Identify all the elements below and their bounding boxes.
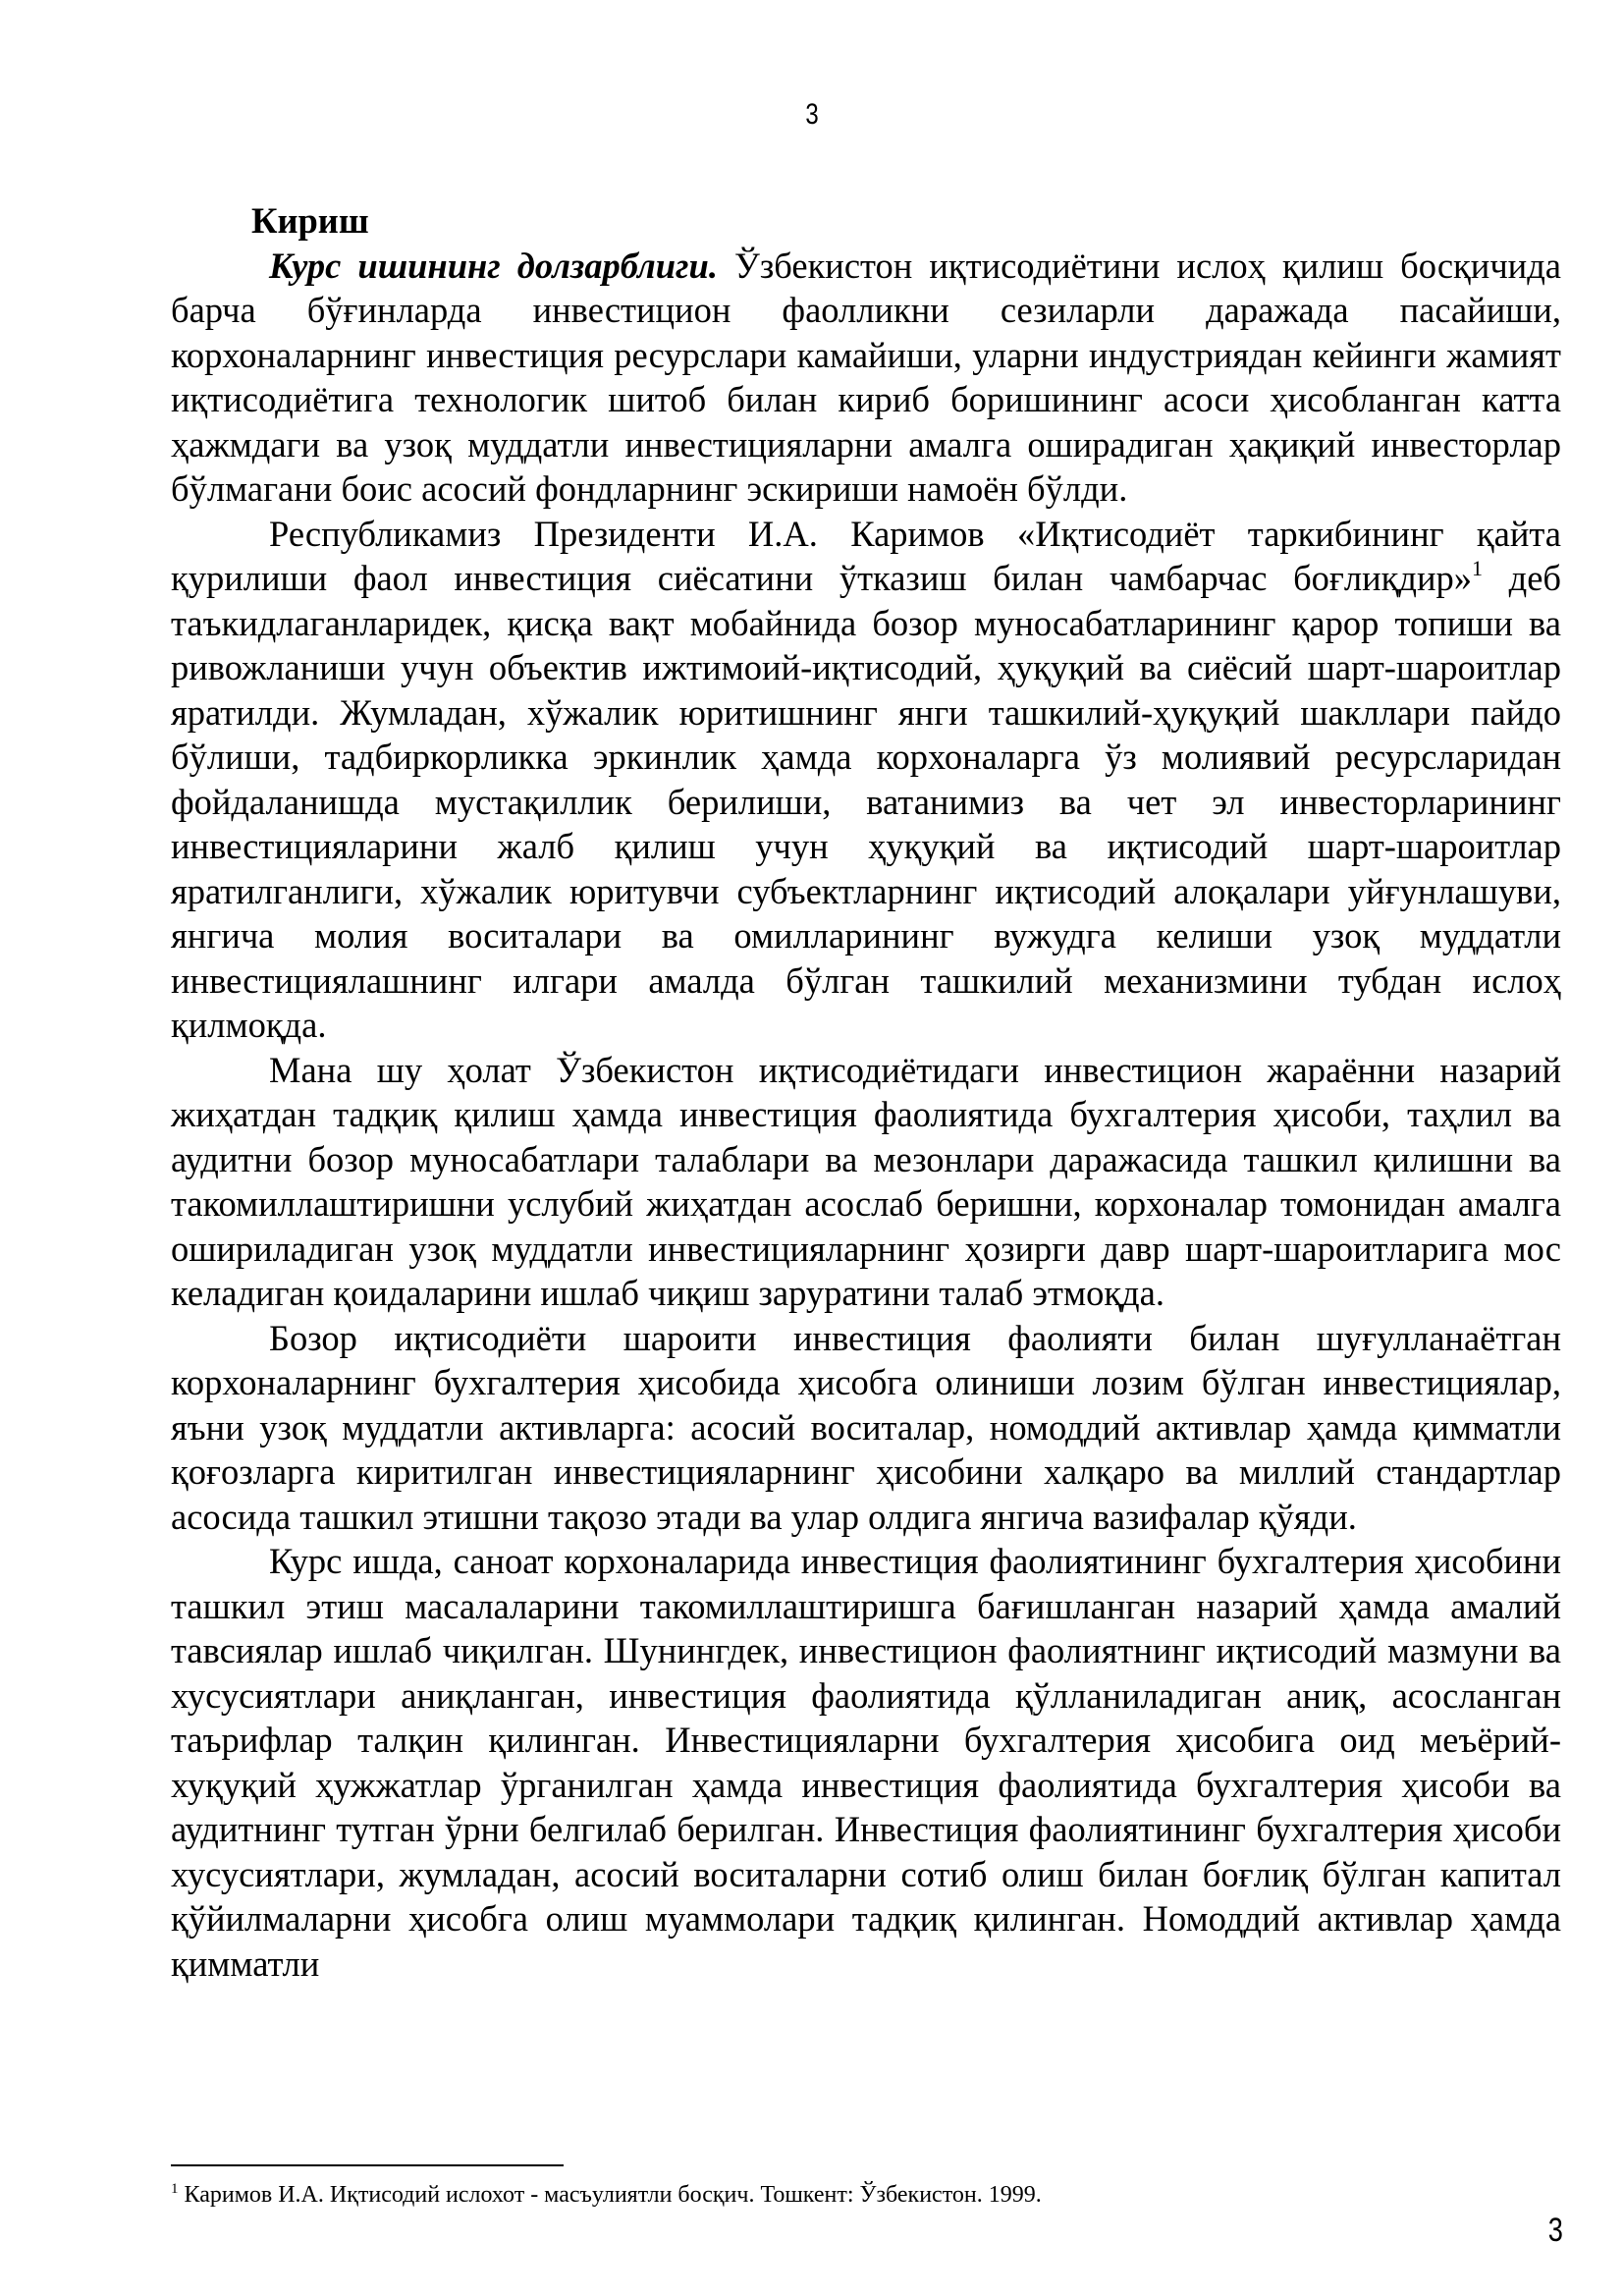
paragraph-course-work: Курс ишда, саноат корхоналарида инвестиция фаолиятининг бухгалтерия ҳисобини ташкил этиш масалаларини такомиллаштиришга бағишланган назарий ҳамда амалий тавсиялар ишлаб чиқилган. Шунингдек, инвестицион фаолиятнинг иқтисодий мазмуни ва хусусиятлари аниқланган, инвестиция фаолиятида қўлланиладиган аниқ, асосланган таърифлар талқин қилинган. Инвестицияларни бухгалтерия ҳисобига оид меъёрий-хуқуқий ҳужжатлар ўрганилган ҳамда инвестиция фаолиятида бухгалтерия ҳисоби ва аудитнинг тутган ўрни белгилаб берилган. Инвестиция фаолиятининг бухгалтерия ҳисоби хусусиятлари, жумладан, асосий воситаларни сотиб олиш билан боғлиқ бўлган капитал қўйилмаларни ҳисобга олиш муаммолари тадқиқ қилинган. Номоддий активлар ҳамда қимматли (171, 1541, 1561, 1984)
section-heading: Кириш (251, 200, 369, 241)
paragraph-text: деб таъкидлаганларидек, қисқа вақт мобайнида бозор муносабатларининг қарор топиши ва ривожланиши учун объектив ижтимоий-иқтисодий, ҳуқуқий ва сиёсий шарт-шароитлар яратилди. Жумладан, хўжалик юритишнинг янги ташкилий-ҳуқуқий шакллари пайдо бўлиши, тадбиркорликка эркинлик ҳамда корхоналарга ўз молиявий ресурсларидан фойдаланишда мустақиллик берилиши, ватанимиз ва чет эл инвесторларининг инвестицияларини жалб қилиш учун ҳуқуқий ва иқтисодий шарт-шароитлар яратилганлиги, хўжалик юритувчи субъектларнинг иқтисодий алоқалари уйғунлашуви, янгича молия воситалари ва омилларининг вужудга келиши узоқ муддатли инвестициялашнинг илгари амалда бўлган ташкилий механизмини тубдан ислоҳ қилмоқда. (171, 558, 1562, 1045)
footnote-text: Каримов И.А. Иқтисодий ислохот - масъулиятли босқич. Тошкент: Ўзбекистон. 1999. (178, 2182, 1042, 2208)
footnote-marker: 1 (171, 2181, 179, 2197)
paragraph-relevance (171, 244, 1561, 512)
paragraph-president-quote (171, 512, 1561, 1048)
page-number-top: 3 (805, 98, 819, 131)
paragraph-situation: Мана шу ҳолат Ўзбекистон иқтисодиётидаги инвестицион жараённи назарий жиҳатдан тадқиқ қилиш ҳамда инвестиция фаолиятида бухгалтерия ҳисоби, таҳлил ва аудитни бозор муносабатлари талаблари ва мезонлари даражасида ташкил қилишни ва такомиллаштиришни услубий жиҳатдан асослаб беришни, корхоналар томонидан амалга ошириладиган узоқ муддатли инвестицияларнинг ҳозирги давр шарт-шароитларига мос келадиган қоидаларини ишлаб чиқиш заруратини талаб этмоқда. (171, 1049, 1561, 1313)
footnote (171, 2180, 1545, 2210)
footnote-reference: 1 (1471, 556, 1483, 580)
paragraph-text: Ўзбекистон иқтисодиётини ислоҳ қилиш босқичида барча бўғинларда инвестицион фаолликни сезиларли даражада пасайиши, корхоналарнинг инвестиция ресурслари камайиши, уларни индустриядан кейинги жамият иқтисодиётига технологик шитоб билан кириб боришининг асоси ҳисобланган катта ҳажмдаги ва узоқ муддатли инвестицияларни амалга оширадиган ҳақиқий инвесторлар бўлмагани боис асосий фондларнинг эскириши намоён бўлди. (171, 245, 1561, 509)
page-number-bottom: 3 (1547, 2212, 1563, 2249)
footnote-divider (171, 2164, 564, 2166)
paragraph-text: Республикамиз Президенти И.А. Каримов «Иқтисодиёт таркибининг қайта қурилиши фаол инвестиция сиёсатини ўтказиш билан чамбарчас боғлиқдир» (171, 513, 1561, 598)
document-body (171, 198, 1561, 1986)
paragraph-market-economy: Бозор иқтисодиёти шароити инвестиция фаолияти билан шуғулланаётган корхоналарнинг бухгалтерия ҳисобида ҳисобга олиниши лозим бўлган инвестициялар, яъни узоқ муддатли активларга: асосий воситалар, номоддий активлар ҳамда қимматли қоғозларга киритилган инвестицияларнинг ҳисобини халқаро ва миллий стандартлар асосида ташкил этишни тақозо этади ва улар олдига янгича вазифалар қўяди. (171, 1317, 1561, 1537)
paragraph-lead-title: Курс ишининг долзарблиги. (269, 245, 718, 286)
